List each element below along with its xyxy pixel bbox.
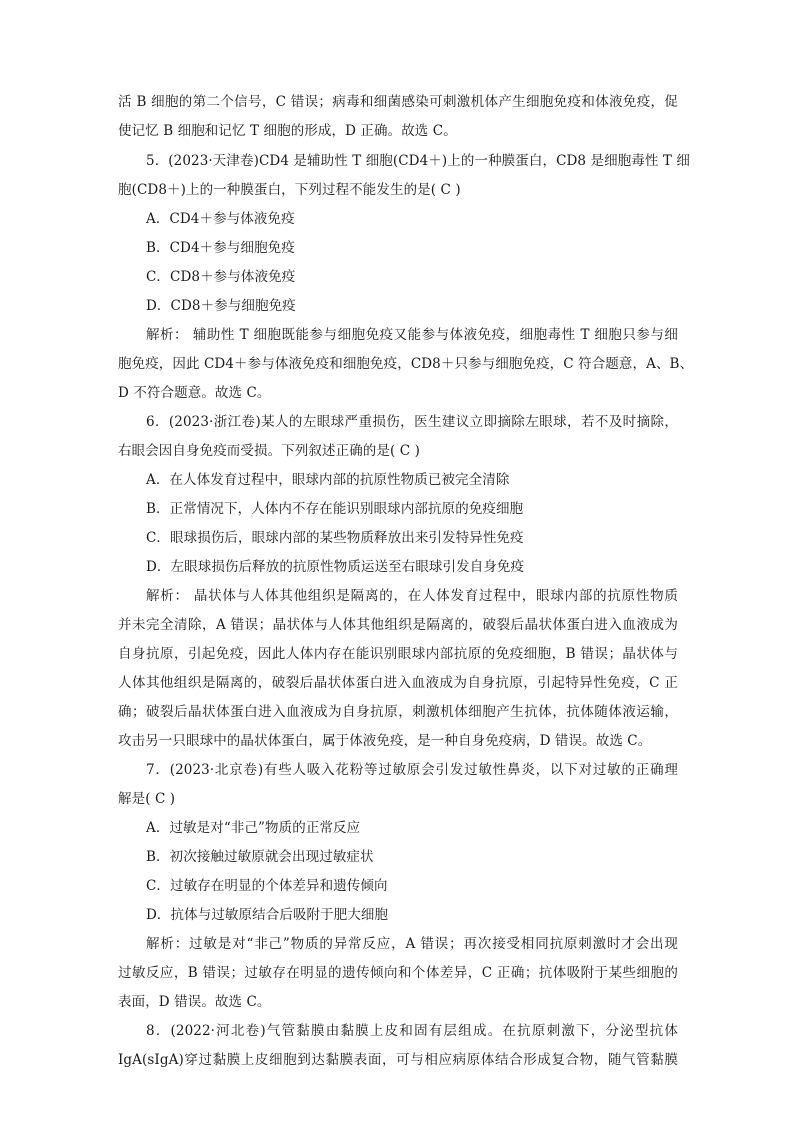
explanation-6: 解析： 晶状体与人体其他组织是隔离的，在人体发育过程中，眼球内部的抗原性物质 — [146, 588, 678, 604]
option-a: A．过敏是对“非己”物质的正常反应 — [146, 820, 361, 836]
text-line: 胞免疫，因此 CD4＋参与体液免疫和细胞免疫，CD8＋只参与细胞免疫，C 符合题意，A、B、 — [118, 356, 694, 372]
question-8-stem: 8．(2022·河北卷)气管黏膜由黏膜上皮和固有层组成。在抗原刺激下，分泌型抗体 — [146, 1023, 678, 1039]
text-line: 表面，D 错误。故选 C。 — [118, 994, 271, 1010]
option-c: C．CD8＋参与体液免疫 — [146, 269, 296, 285]
explanation-7: 解析：过敏是对“非己”物质的异常反应，A 错误；再次接受相同抗原刺激时才会出现 — [146, 936, 678, 952]
text-line: 攻击另一只眼球中的晶状体蛋白，属于体液免疫，是一种自身免疫病，D 错误。故选 C。 — [118, 733, 652, 749]
question-6-stem: 6．(2023·浙江卷)某人的左眼球严重损伤，医生建议立即摘除左眼球，若不及时摘除， — [146, 414, 678, 430]
option-a: A．CD4＋参与体液免疫 — [146, 211, 295, 227]
option-b: B．CD4＋参与细胞免疫 — [146, 240, 295, 256]
text-line: 右眼会因自身免疫而受损。下列叙述正确的是( C ) — [118, 443, 420, 459]
option-b: B．初次接触过敏原就会出现过敏症状 — [146, 849, 374, 865]
option-a: A．在人体发育过程中，眼球内部的抗原性物质已被完全清除 — [146, 472, 510, 488]
text-line: IgA(sIgA)穿过黏膜上皮细胞到达黏膜表面，可与相应病原体结合形成复合物，随气管黏膜 — [118, 1052, 678, 1068]
text-line: 胞(CD8＋)上的一种膜蛋白，下列过程不能发生的是( C ) — [118, 182, 461, 198]
option-c: C．眼球损伤后，眼球内部的某些物质释放出来引发特异性免疫 — [146, 530, 524, 546]
text-line: 过敏反应，B 错误；过敏存在明显的遗传倾向和个体差异，C 正确；抗体吸附于某些细胞的 — [118, 965, 678, 981]
option-c: C．过敏存在明显的个体差异和遗传倾向 — [146, 878, 388, 894]
text-line: D 不符合题意。故选 C。 — [118, 385, 271, 401]
text-line: 人体其他组织是隔离的，破裂后晶状体蛋白进入血液成为自身抗原，引起特异性免疫，C 正 — [118, 675, 678, 691]
option-d: D．CD8＋参与细胞免疫 — [146, 298, 296, 314]
question-5-stem: 5．(2023·天津卷)CD4 是辅助性 T 细胞(CD4＋)上的一种膜蛋白，CD8 是细胞毒性 T 细 — [146, 153, 690, 169]
text-line: 解是( C ) — [118, 791, 176, 807]
option-b: B．正常情况下，人体内不存在能识别眼球内部抗原的免疫细胞 — [146, 501, 524, 517]
text-line: 确；破裂后晶状体蛋白进入血液成为自身抗原，刺激机体细胞产生抗体，抗体随体液运输， — [118, 704, 678, 720]
text-line: 并未完全清除，A 错误；晶状体与人体其他组织是隔离的，破裂后晶状体蛋白进入血液成为 — [118, 617, 678, 633]
text-line: 自身抗原，引起免疫，因此人体内存在能识别眼球内部抗原的免疫细胞，B 错误；晶状体与 — [118, 646, 678, 662]
question-7-stem: 7．(2023·北京卷)有些人吸入花粉等过敏原会引发过敏性鼻炎，以下对过敏的正确理 — [146, 762, 678, 778]
option-d: D．左眼球损伤后释放的抗原性物质运送至右眼球引发自身免疫 — [146, 559, 525, 575]
text-line: 活 B 细胞的第二个信号，C 错误；病毒和细菌感染可刺激机体产生细胞免疫和体液免疫，促 — [118, 94, 678, 110]
explanation-5: 解析： 辅助性 T 细胞既能参与细胞免疫又能参与体液免疫，细胞毒性 T 细胞只参与细 — [146, 327, 678, 343]
option-d: D．抗体与过敏原结合后吸附于肥大细胞 — [146, 907, 389, 923]
text-line: 使记忆 B 细胞和记忆 T 细胞的形成，D 正确。故选 C。 — [118, 123, 457, 139]
